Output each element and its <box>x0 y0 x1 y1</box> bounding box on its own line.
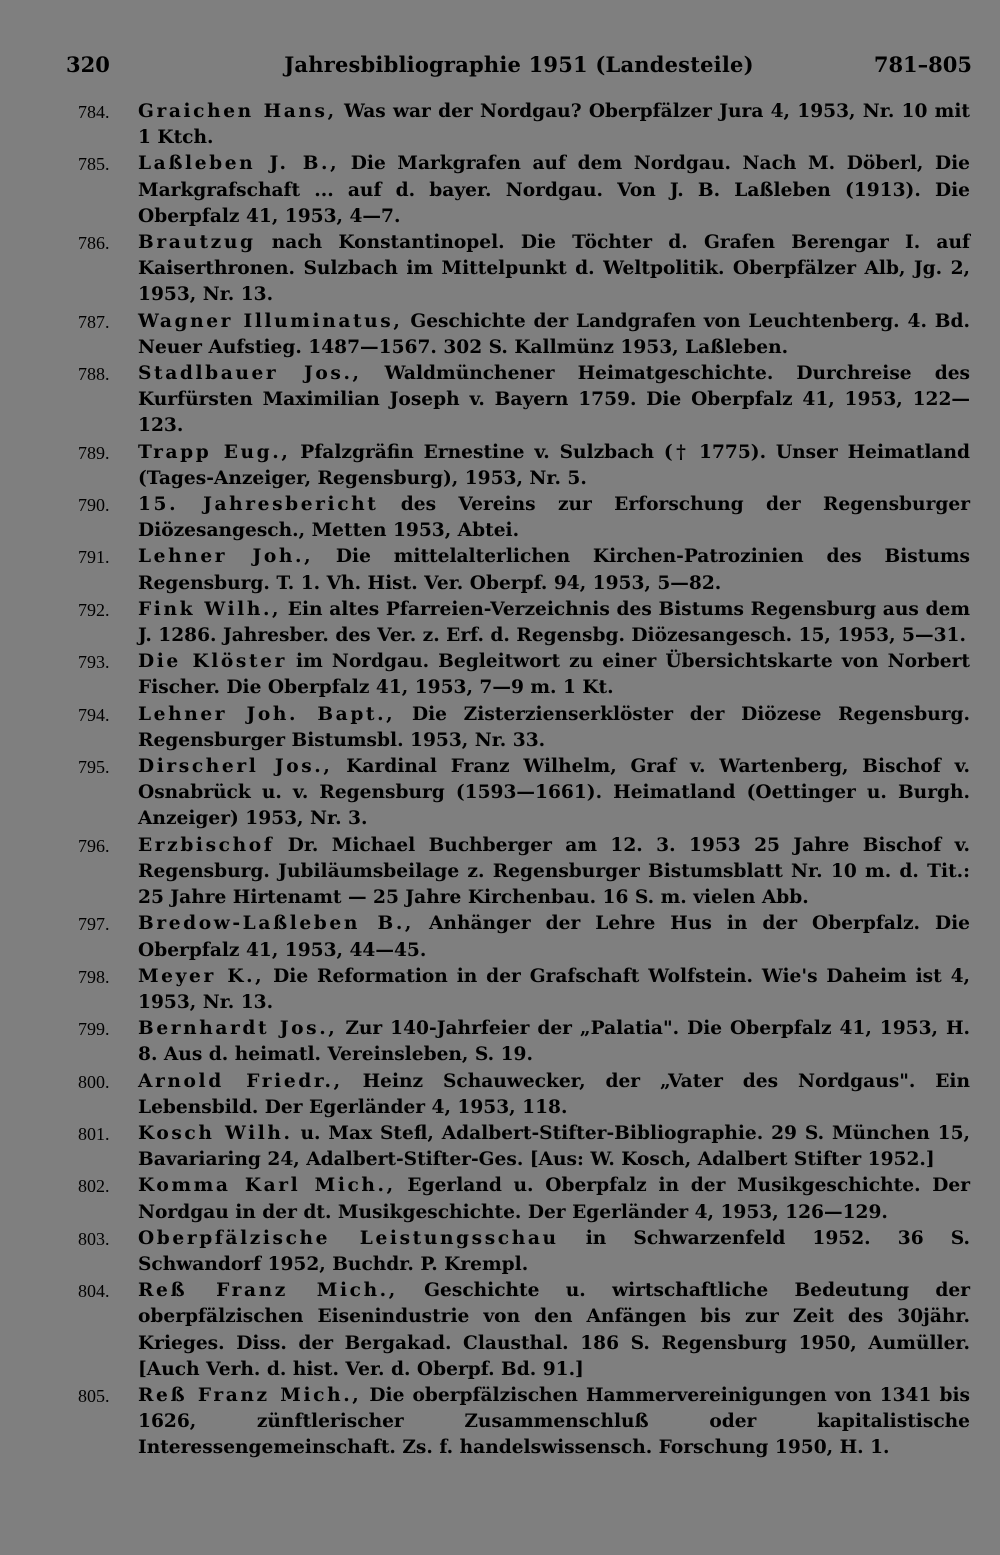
bibliography-entry <box>70 361 970 440</box>
bibliography-entry <box>70 492 970 544</box>
bibliography-entry <box>70 911 970 963</box>
entry-text: Pfalzgräfin Ernestine v. Sulzbach († 1775). Unser Heimatland (Tages-Anzeiger, Regensburg), 1953, Nr. 5. <box>138 441 971 489</box>
entry-text: Dr. Michael Buchberger am 12. 3. 1953 25 Jahre Bischof v. Regensburg. Jubiläumsbeilage z. Regensburger Bistumsblatt Nr. 10 m. d. Tit.: 25 Jahre Hirtenamt — 25 Jahre Kirchenbau. 16 S. m. vielen Abb. <box>138 834 970 909</box>
running-header <box>66 52 972 84</box>
entry-text: Die Markgrafen auf dem Nordgau. Nach M. Döberl, Die Markgrafschaft ... auf d. bayer. Nordgau. Von J. B. Laßleben (1913). Die Oberpfalz 41, 1953, 4—7. <box>138 153 970 227</box>
entry-number: 784. <box>78 102 110 122</box>
entry-author: Lehner Joh. Bapt., <box>138 703 396 725</box>
entry-author: Komma Karl Mich., <box>138 1175 396 1197</box>
entry-text: Zur 140-Jahrfeier der „Palatia". Die Oberpfalz 41, 1953, H. 8. Aus d. heimatl. Vereinsleben, S. 19. <box>138 1018 970 1066</box>
entry-text: Waldmünchener Heimatgeschichte. Durchreise des Kurfürsten Maximilian Joseph v. Bayern 1759. Die Oberpfalz 41, 1953, 122—123. <box>138 363 970 437</box>
entry-text: Kardinal Franz Wilhelm, Graf v. Wartenberg, Bischof v. Osnabrück u. v. Regensburg (1593—1661). Heimatland (Oettinger u. Burgh. Anzeiger) 1953, Nr. 3. <box>138 756 970 830</box>
entry-text: Die Zisterzienserklöster der Diözese Regensburg. Regensburger Bistumsbl. 1953, Nr. 33. <box>138 703 970 751</box>
bibliography-entry <box>70 1121 970 1173</box>
entry-text: Die Reformation in der Grafschaft Wolfstein. Wie's Daheim ist 4, 1953, Nr. 13. <box>138 965 970 1013</box>
entry-text: in Schwarzenfeld 1952. 36 S. Schwandorf 1952, Buchdr. P. Krempl. <box>138 1227 970 1275</box>
entry-number: 795. <box>78 757 110 778</box>
entry-text: Heinz Schauwecker, der „Vater des Nordgaus". Ein Lebensbild. Der Egerländer 4, 1953, 118. <box>138 1070 970 1118</box>
bibliography-entry <box>70 309 970 361</box>
entry-number: 787. <box>78 311 110 332</box>
bibliography-entry <box>70 1173 970 1225</box>
bibliography-entry <box>70 544 970 596</box>
entry-text: Die mittelalterlichen Kirchen-Patrozinien des Bistums Regensburg. T. 1. Vh. Hist. Ver. Oberpf. 94, 1953, 5—82. <box>138 546 970 594</box>
entry-text: Ein altes Pfarreien-Verzeichnis des Bistums Regensburg aus dem J. 1286. Jahresber. des Ver. z. Erf. d. Regensbg. Diözesangesch. 15, 1953, 5—31. <box>138 598 970 647</box>
bibliography-entry <box>70 754 970 833</box>
bibliography-entry <box>70 1069 970 1121</box>
entry-number: 793. <box>78 652 110 673</box>
entry-author: Stadlbauer Jos., <box>138 363 362 385</box>
entry-number: 802. <box>78 1176 110 1197</box>
bibliography-list <box>70 99 970 1462</box>
entry-number: 803. <box>78 1228 110 1249</box>
bibliography-entry <box>70 964 970 1016</box>
bibliography-entry <box>70 702 970 754</box>
entry-number: 788. <box>78 364 110 385</box>
entry-author: Reß Franz Mich., <box>138 1384 362 1406</box>
entry-number: 801. <box>78 1123 110 1144</box>
entry-author: Wagner Illuminatus, <box>138 310 403 332</box>
entry-text: u. Max Stefl, Adalbert-Stifter-Bibliographie. 29 S. München 15, Bavariaring 24, Adalbert-Stifter-Ges. [Aus: W. Kosch, Adalbert Stifter 1952.] <box>138 1122 970 1171</box>
entry-author: Lehner Joh., <box>138 546 314 568</box>
entry-text: im Nordgau. Begleitwort zu einer Übersichtskarte von Norbert Fischer. Die Oberpfalz 41, 1953, 7—9 m. 1 Kt. <box>138 651 971 699</box>
entry-author: Brautzug <box>138 232 256 254</box>
entry-author: Trapp Eug., <box>138 441 291 463</box>
bibliography-entry <box>70 99 970 151</box>
page-number: 320 <box>66 52 110 77</box>
entry-number: 799. <box>78 1019 110 1040</box>
entry-number: 786. <box>78 233 110 254</box>
entry-author: Reß Franz Mich., <box>138 1280 398 1302</box>
entry-author: 15. Jahresbericht <box>138 494 379 516</box>
entry-number: 785. <box>78 154 110 175</box>
entry-number: 791. <box>78 547 110 568</box>
page-title: Jahresbibliographie 1951 (Landesteile) <box>284 52 754 77</box>
entry-author: Meyer K., <box>138 965 265 987</box>
entry-number: 796. <box>78 835 110 856</box>
bibliography-entry <box>70 1016 970 1068</box>
entry-text: Egerland u. Oberpfalz in der Musikgeschichte. Der Nordgau in der dt. Musikgeschichte. Der Egerländer 4, 1953, 126—129. <box>138 1175 971 1223</box>
entry-number: 798. <box>78 966 110 987</box>
bibliography-entry <box>70 151 970 230</box>
entry-author: Kosch Wilh. <box>138 1122 293 1144</box>
entry-author: Oberpfälzische Leistungsschau <box>138 1227 559 1249</box>
entry-author: Dirscherl Jos., <box>138 756 333 778</box>
entry-author: Graichen Hans, <box>138 101 337 122</box>
entry-number: 794. <box>78 704 110 725</box>
entry-text: des Vereins zur Erforschung der Regensburger Diözesangesch., Metten 1953, Abtei. <box>138 494 970 542</box>
bibliography-entry <box>70 833 970 912</box>
entry-range: 781–805 <box>873 52 972 77</box>
bibliography-entry <box>70 1226 970 1278</box>
entry-text: Geschichte u. wirtschaftliche Bedeutung der oberpfälzischen Eisenindustrie von den Anfängen bis zur Zeit des 30jähr. Krieges. Diss. der Bergakad. Clausthal. 186 S. Regensburg 1950, Aumüller. [Auch Verh. d. hist. Ver. d. Oberpf. Bd. 91.] <box>138 1280 971 1380</box>
bibliography-entry <box>70 1383 970 1462</box>
entry-author: Erzbischof <box>138 834 275 856</box>
entry-number: 797. <box>78 914 110 935</box>
entry-text: Was war der Nordgau? Oberpfälzer Jura 4, 1953, Nr. 10 mit 1 Ktch. <box>138 101 970 149</box>
bibliography-entry <box>70 440 970 492</box>
entry-text: nach Konstantinopel. Die Töchter d. Grafen Berengar I. auf Kaiserthronen. Sulzbach im Mittelpunkt d. Weltpolitik. Oberpfälzer Alb, Jg. 2, 1953, Nr. 13. <box>138 232 970 306</box>
bibliography-entry <box>70 597 970 649</box>
entry-text: Anhänger der Lehre Hus in der Oberpfalz. Die Oberpfalz 41, 1953, 44—45. <box>138 913 970 961</box>
bibliography-entry <box>70 1278 970 1383</box>
bibliography-entry <box>70 230 970 309</box>
entry-number: 790. <box>78 495 110 516</box>
entry-author: Bredow-Laßleben B., <box>138 913 415 935</box>
entry-number: 800. <box>78 1071 110 1092</box>
entry-author: Arnold Friedr., <box>138 1070 343 1092</box>
entry-author: Fink Wilh., <box>138 598 282 620</box>
entry-author: Laßleben J. B., <box>138 153 340 175</box>
entry-author: Die Klöster <box>138 651 287 673</box>
entry-text: Die oberpfälzischen Hammervereinigungen von 1341 bis 1626, zünftlerischer Zusammenschluß oder kapitalistische Interessengemeinschaft. Zs. f. handelswissensch. Forschung 1950, H. 1. <box>138 1384 970 1459</box>
entry-number: 805. <box>78 1385 110 1406</box>
bibliography-entry <box>70 649 970 701</box>
entry-author: Bernhardt Jos., <box>138 1018 338 1040</box>
entry-number: 789. <box>78 442 110 463</box>
entry-number: 792. <box>78 599 110 620</box>
entry-number: 804. <box>78 1281 110 1302</box>
entry-text: Geschichte der Landgrafen von Leuchtenberg. 4. Bd. Neuer Aufstieg. 1487—1567. 302 S. Kallmünz 1953, Laßleben. <box>138 310 970 358</box>
